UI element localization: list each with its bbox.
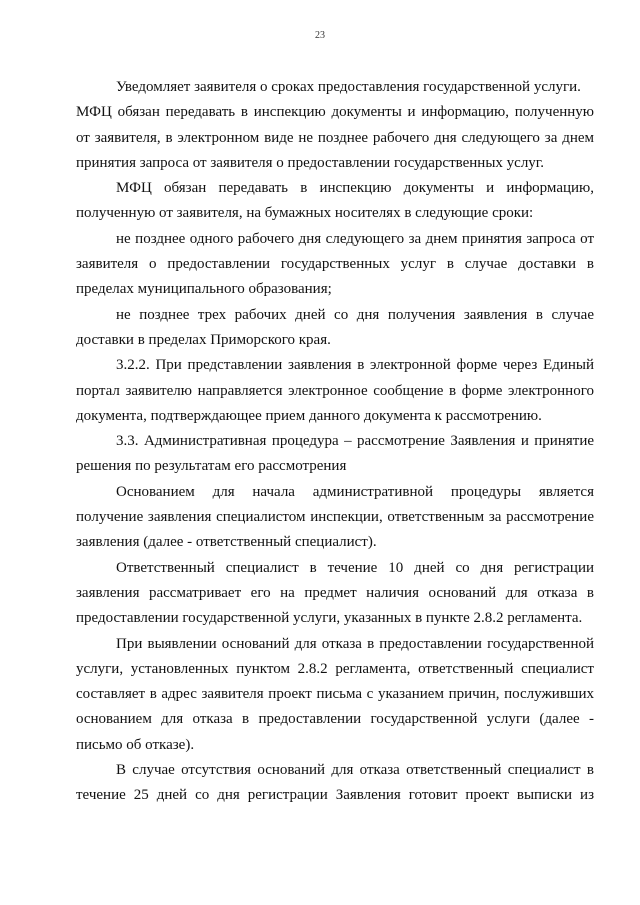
document-body — [76, 75, 594, 809]
paragraph: не позднее трех рабочих дней со дня получения заявления в случае доставки в пределах Приморского края. — [76, 306, 594, 348]
paragraph: 3.2.2. При представлении заявления в электронной форме через Единый портал заявителю направляется электронное сообщение в форме электронного документа, подтверждающее прием данного документа к рассмотрению. — [76, 357, 594, 424]
paragraph: При выявлении оснований для отказа в предоставлении государственной услуги, установленных пунктом 2.8.2 регламента, ответственный специалист составляет в адрес заявителя проект письма с указанием причин, послуживших основанием для отказа в предоставлении государственной услуги (далее - письмо об отказе). — [76, 635, 594, 753]
paragraph: Уведомляет заявителя о сроках предоставления государственной услуги. — [116, 79, 581, 95]
paragraph: В случае отсутствия оснований для отказа ответственный специалист в течение 25 дней со дня регистрации Заявления готовит проект выписки из — [76, 762, 594, 804]
page-number: 23 — [315, 30, 325, 41]
section-heading: 3.3. Административная процедура – рассмотрение Заявления и принятие решения по результатам его рассмотрения — [76, 433, 594, 475]
paragraph: не позднее одного рабочего дня следующего за днем принятия запроса от заявителя о предоставлении государственных услуг в случае доставки в пределах муниципального образования; — [76, 230, 594, 298]
paragraph: МФЦ обязан передавать в инспекцию документы и информацию, полученную от заявителя, на бумажных носителях в следующие сроки: — [76, 180, 594, 222]
paragraph: Основанием для начала административной процедуры является получение заявления специалистом инспекции, ответственным за рассмотрение заявления (далее - ответственный специалист). — [76, 483, 594, 551]
paragraph: Ответственный специалист в течение 10 дней со дня регистрации заявления рассматривает его на предмет наличия оснований для отказа в предоставлении государственной услуги, указанных в пункте 2.8.2 регламента. — [76, 559, 594, 627]
paragraph: МФЦ обязан передавать в инспекцию документы и информацию, полученную от заявителя, в электронном виде не позднее рабочего дня следующего за днем принятия запроса от заявителя о предоставлении государственных услуг. — [76, 104, 594, 171]
